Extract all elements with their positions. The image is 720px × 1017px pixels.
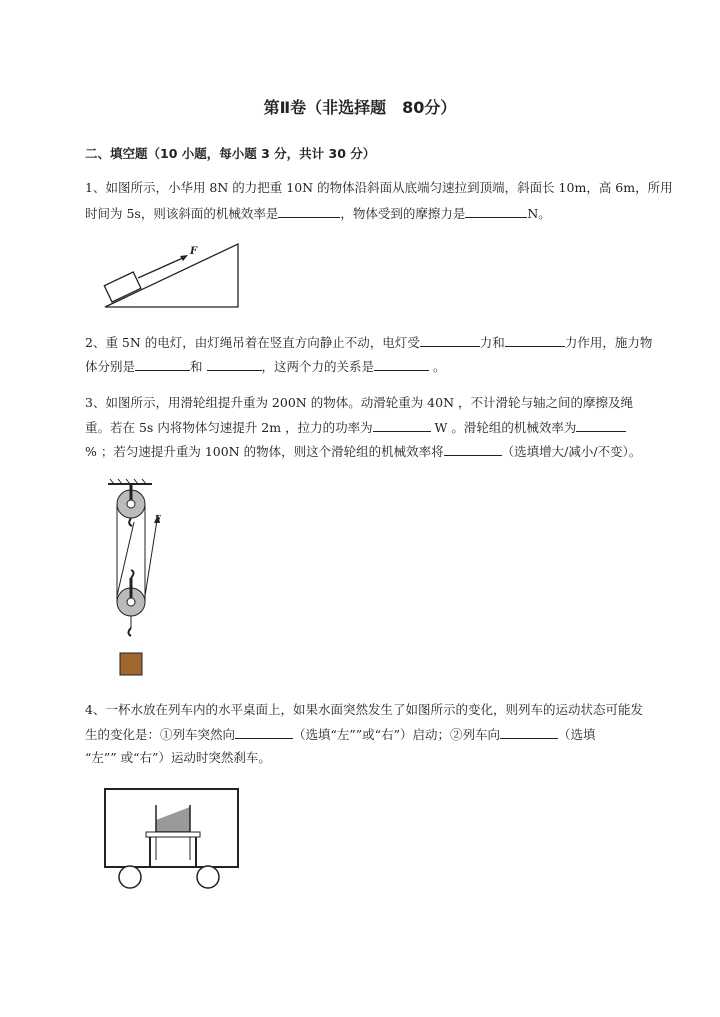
question-3-line-3 [85, 443, 641, 460]
answer-blank [207, 358, 262, 371]
text: ，物体受到的摩擦力是 [340, 206, 466, 221]
text: 力和 [479, 335, 505, 350]
pulley-figure [100, 478, 175, 683]
question-4-line-2 [85, 726, 595, 743]
question-3-line-1: 3、如图所示，用滑轮组提升重为 200N 的物体。动滑轮重为 40N ，不计滑轮与轴之间的摩擦及绳 [85, 395, 633, 410]
text: W 。滑轮组的机械效率为 [430, 420, 577, 435]
text: ，这两个力的关系是 [261, 359, 375, 374]
text: （选填“左””或“右”）启动；②列车向 [293, 727, 500, 742]
text: 。 [429, 359, 446, 374]
force-label: F [190, 246, 198, 257]
question-4-line-3: “左”” 或“右”）运动时突然刹车。 [85, 750, 271, 765]
answer-blank [505, 334, 565, 347]
text: （选填增大/减小/不变）。 [501, 444, 642, 459]
answer-blank [235, 726, 293, 739]
text: 时间为 5s，则该斜面的机械效率是 [85, 206, 279, 221]
text: 生的变化是：①列车突然向 [85, 727, 236, 742]
answer-blank [576, 419, 626, 432]
answer-blank [374, 358, 429, 371]
answer-blank [420, 334, 480, 347]
text: 力作用，施力物 [564, 335, 653, 350]
text: % ；若匀速提升重为 100N 的物体，则这个滑轮组的机械效率将 [85, 444, 444, 459]
text: 2、重 5N 的电灯，由灯绳吊着在竖直方向静止不动，电灯受 [85, 335, 420, 350]
page-title: 第Ⅱ卷（非选择题 80分） [263, 98, 457, 117]
question-2-line-1 [85, 334, 652, 351]
text: N。 [527, 206, 551, 221]
text: 重。若在 5s 内将物体匀速提升 2m ，拉力的功率为 [85, 420, 373, 435]
text: 体分别是 [85, 359, 136, 374]
question-2-line-2 [85, 358, 446, 375]
question-1-line-1: 1、如图所示，小华用 8N 的力把重 10N 的物体沿斜面从底端匀速拉到顶端，斜面长 10m，高 6m，所用 [85, 180, 673, 195]
force-label: F [155, 515, 162, 525]
answer-blank [465, 205, 527, 218]
answer-blank [135, 358, 190, 371]
incline-figure [100, 240, 245, 312]
answer-blank [278, 205, 340, 218]
answer-blank [373, 419, 431, 432]
answer-blank [500, 726, 558, 739]
question-4-line-1: 4、一杯水放在列车内的水平桌面上，如果水面突然发生了如图所示的变化，则列车的运动状态可能发 [85, 702, 643, 717]
question-3-line-2 [85, 419, 626, 436]
text: （选填 [557, 727, 596, 742]
section-heading: 二、填空题（10 小题，每小题 3 分，共计 30 分） [85, 146, 376, 161]
question-1-line-2 [85, 205, 551, 222]
answer-blank [444, 443, 502, 456]
text: 和 [190, 359, 207, 374]
train-figure [100, 785, 245, 893]
